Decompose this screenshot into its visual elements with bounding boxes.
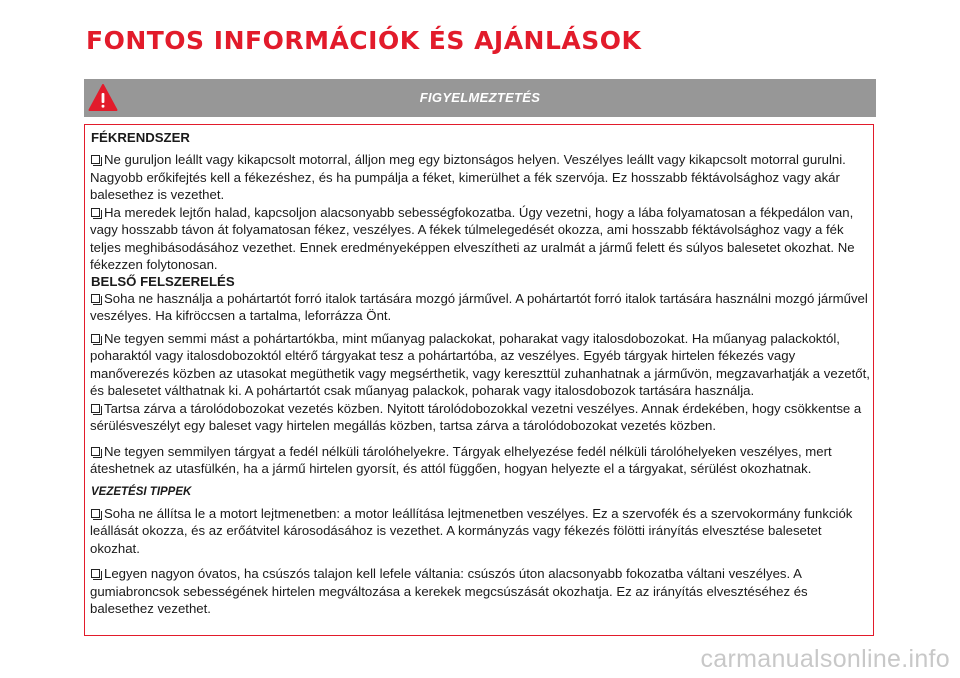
checkbox-bullet-icon [91,208,100,217]
list-item [90,565,870,618]
watermark: carmanualsonline.info [700,645,950,673]
checkbox-bullet-icon [91,294,100,303]
list-item-text: Ne guruljon leállt vagy kikapcsolt motorral, álljon meg egy biztonságos helyen. Veszélyes leállt vagy kikapcsolt motorral gurulni. Nagyobb erőkifejtés kell a fékezéshez, és ha pumpálja a féket, kimerülhet a fék szervója. Ez hosszabb féktávolsághoz vagy akár balesethez is vezethet. [90,152,846,202]
checkbox-bullet-icon [91,569,100,578]
list-item-text: Ha meredek lejtőn halad, kapcsoljon alacsonyabb sebességfokozatba. Úgy vezetni, hogy a lába folyamatosan a fékpedálon van, vagy hosszabb távon át folyamatosan fékez, veszélyes. A fékek túlmelegedését okozza, ami hosszabb féktávolsághoz vagy a fék teljes meghibásodásához vezethet. Ennek eredményeképpen elveszítheti az uralmát a jármű felett és súlyos balesetet okozhat. Ne fékezzen folytonosan. [90,204,855,272]
list-item-text: Legyen nagyon óvatos, ha csúszós talajon kell lefele váltania: csúszós úton alacsonyabb fokozatba váltani veszélyes. A gumiabroncsok sebességének hirtelen megváltozása a kerekek megcsúszását okozhatja. Ez az irányítás elvesztéséhez és balesethez vezethet. [90,566,808,616]
list-item-text: Tartsa zárva a tárolódobozokat vezetés közben. Nyitott tárolódobozokkal vezetni veszélyes. Annak érdekében, hogy csökkentse a sérülésveszélyt egy baleset vagy hirtelen megállás közben, tartsa zárva a tárolódobozokat vezetés közben. [90,400,862,433]
list-item-text: Ne tegyen semmi mást a pohártartókba, mint műanyag palackokat, poharakat vagy italosdobozokat. Ha műanyag palackoktól, poharaktól vagy italosdobozoktól eltérő tárgyakat tesz a pohártartóba, az veszélyes. Egyéb tárgyak hirtelen fékezés vagy manőverezés közben az utasokat megüthetik vagy megsérthetik, vagy kereszttül zuhanhatnak a járművön, megzavarhatják a vezetőt, és balesetet válthatnak ki. A pohártartót csak műanyag palackok, poharak vagy italosdobozok tartására használja. [90,330,870,398]
list-item [90,330,870,400]
page-title: FONTOS INFORMÁCIÓK ÉS AJÁNLÁSOK [86,26,642,55]
section-heading-interior: BELSŐ FELSZERELÉS [91,273,235,289]
list-item-text: Ne tegyen semmilyen tárgyat a fedél nélküli tárolóhelyekre. Tárgyak elhelyezése fedél nélküli tárolóhelyeken veszélyes, mert áteshetnek az utasfülkén, ha a jármű hirtelen gyorsít, és attól függően, hogyan helyezte el a tárgyakat, sérülést okozhatnak. [90,443,832,476]
list-item [90,505,870,558]
list-item [90,443,870,478]
list-item [90,290,870,325]
list-item [90,400,870,435]
warning-banner [84,79,876,117]
section-heading-tips: VEZETÉSI TIPPEK [91,485,192,498]
checkbox-bullet-icon [91,447,100,456]
warning-content [90,128,870,618]
section-heading-brakes: FÉKRENDSZER [91,130,190,145]
list-item-text: Soha ne használja a pohártartót forró italok tartására mozgó járművel. A pohártartót forró italok tartására használni mozgó járművel veszélyes. Ha kifröccsen a tartalma, leforrázza Önt. [90,290,868,323]
warning-label: FIGYELMEZTETÉS [419,90,541,105]
checkbox-bullet-icon [91,155,100,164]
checkbox-bullet-icon [91,404,100,413]
list-item [90,204,870,274]
checkbox-bullet-icon [91,334,100,343]
list-item [90,151,870,204]
checkbox-bullet-icon [91,509,100,518]
list-item-text: Soha ne állítsa le a motort lejtmenetben: a motor leállítása lejtmenetben veszélyes. Ez a szervofék és a szervokormány funkciók leállását okozza, és az erőátvitel károsodásához is vezethet. A kormányzás vagy fékezés fölötti irányítás elvesztése balesetet okozhat. [90,505,853,556]
